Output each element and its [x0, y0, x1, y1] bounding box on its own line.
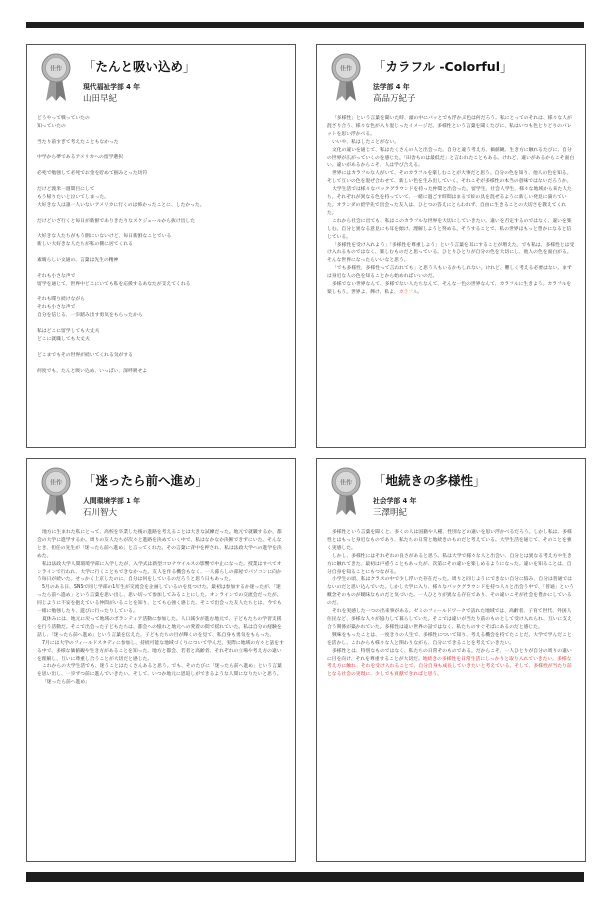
highlighted-text: 地続きの多様性を日常生活にしっかりと取り入れていきたい。多様な考え方に触れ、それを受け入れることで、自分自身も成長していきたいと考えている。そして、多様性が当たり前となる社会の実現に、少しでも貢献できればと思う。	[327, 656, 572, 678]
essay-title: 「カラフル -Colorful」	[373, 59, 513, 74]
poem-line: 必死で勉強して必死でお金を貯めて掴みとった切符	[37, 171, 148, 177]
essay-department: 現代福祉学部 4 年	[83, 83, 141, 91]
colorful-word: カラフル	[398, 289, 418, 295]
poem-line: どこに就職しても大丈夫	[37, 336, 90, 342]
poem-line: 何度でも、たんと吸い込め、いっぱい、深呼吸せよ	[37, 368, 148, 374]
paragraph-text: これから社会に出ても、私はこのカラフルな世界を大切にしていきたい。違いを否定するのではなく、違いを楽しむ。自分と異なる意見にも耳を傾け、理解しようと努める。そうすることで、私の世界はもっと豊かになると信じている。	[327, 218, 572, 240]
essay-paragraph	[327, 576, 575, 608]
stanza-gap	[37, 265, 285, 273]
essay-paragraph	[327, 170, 575, 186]
paragraph-text: 小学生の頃、私はクラスの中で少し浮いた存在だった。周りと同じようにできない自分に悩み、自分は普通ではないのだと思い込んでいた。しかし大学に入り、様々なバックグラウンドを持つ人々と出会う中で、「普通」という概念そのものが曖昧なものだと気づいた。一人ひとりが異なる存在であり、その違いこそが社会を豊かにしているのだ。	[327, 577, 574, 607]
stanza-gap	[37, 360, 285, 368]
award-medal-icon	[331, 53, 361, 103]
essay-title: 「迷ったら前へ進め」	[83, 473, 209, 488]
essay-author: 山田早紀	[83, 94, 118, 104]
essay-paragraph	[327, 632, 575, 648]
essay-paragraph	[37, 640, 285, 664]
essay-author: 高品万紀子	[373, 94, 416, 104]
essay-body	[327, 115, 575, 297]
stanza-gap	[37, 131, 285, 139]
essay-department: 社会学部 4 年	[373, 497, 417, 505]
svg-text:佳作: 佳作	[339, 65, 353, 73]
essay-paragraph	[327, 648, 575, 680]
essay-paragraph	[37, 663, 285, 679]
stanza-gap	[37, 249, 285, 257]
paragraph-text: 7月には大学のフィールドスタディに参加し、持続可能な地域づくりについて学んだ。実際に地域の方々と話をする中で、多様な価値観や生き方があることを知った。地方と都会、若者と高齢者、それぞれの立場や考え方の違いを理解し、互いに尊重し合うことが大切だと感じた。	[37, 640, 284, 662]
stanza-gap	[37, 320, 285, 328]
paragraph-text: 文化の違いを通じて、私はたくさんの人と出会った。自分と違う考え方、価値観、生き方に触れるたびに、自分の世界が広がっていくのを感じた。「田舎ものは最低だ」と言われたこともある。けれど、違いがあるからこそ面白い。違いがあるからこそ、人は学び合える。	[327, 147, 575, 169]
poem-line: だけどいざ行くと毎日が新鮮でありきたりなスケジュールから抜け出した	[37, 218, 196, 224]
paragraph-text: いいや、私はしたことがない。	[332, 139, 400, 145]
essay-panel-3	[26, 458, 296, 862]
stanza-gap	[37, 162, 285, 170]
essay-department: 人間環境学部 1 年	[83, 497, 141, 505]
essay-author: 三澤明紀	[373, 508, 408, 518]
paragraph-text: それを実感した一つの出来事がある。ゼミのフィールドワークで訪れた地域では、高齢者、子育て世代、外国人住民など、多様な人々が協力して暮らしていた。そこでは違いが当たり前のものとして受け入れられ、互いに支え合う関係が築かれていた。多様性は遠い世界の話ではなく、私たちのすぐそばにあるのだと感じた。	[327, 609, 572, 630]
stanza-gap	[37, 178, 285, 186]
essay-paragraph	[327, 553, 575, 577]
stanza-gap	[37, 147, 285, 155]
top-rule	[26, 22, 584, 28]
paragraph-text: 夏休みには、地元に戻って地域のボランティア活動に参加した。人口減少が進む地元で、子どもたちの学習支援を行う活動だ。そこで出会った子どもたちは、都会への憧れと地元への愛着の間で揺れていた。私は自分の経験を話し、「迷ったら前へ進め」という言葉を伝えた。子どもたちの目が輝くのを見て、私自身も勇気をもらった。	[37, 616, 282, 638]
poem-line: 私はどこに留学しても大丈夫	[37, 329, 100, 335]
essay-paragraph: 多様でない世界なんて、多様でない人たちなんて、そんな一色の世界なんて、カラフルに生きよう。カラフルを楽しもう。世界よ、輝け、私よ、カラフル。	[327, 282, 572, 295]
essay-body	[37, 529, 285, 687]
paragraph-text: 世界にはカラフルな人がいて、そのカラフルを楽しむことが大事だと思う。自分の色を知り、他人の色を知る。そして互いの色を混ぜ合わせて、新しい色を生み出していく。それこそが多様性の本当の意味ではないだろうか。	[327, 171, 572, 185]
stanza-gap	[37, 210, 285, 218]
essay-panel-1	[26, 44, 296, 448]
paragraph-text: 興味をもったことは、一度きりの人生で、多様性について知り、考える機会を持てたことだ。大学で学んだことを活かし、これからも様々な人と関わりながら、自分にできることを考えていきたい。	[327, 632, 572, 646]
paragraph-text: しかし、多様性にはそれぞれの良さがあると思う。私は大学で様々な人と出会い、自分とは異なる考え方や生き方に触れてきた。最初は戸惑うこともあったが、次第にその違いを楽しめるようになった。違いを知ることは、自分自身を知ることにもつながる。	[327, 553, 572, 575]
essay-author: 石川智大	[83, 508, 118, 518]
essay-paragraph	[37, 529, 285, 561]
poem-line: もう帰りたいと泣いてしまった。	[37, 194, 109, 200]
poem-line: どこまでもその世界が続いてくれる気がする	[37, 352, 133, 358]
poem-line: 自分を信じる、一歩踏み出す勇気をもらったから	[37, 313, 143, 319]
paragraph-text: 5月のある日、SNSで同じ学部の1年生が交流会を企画しているのを見つけた。最初は参加するか迷ったが、「迷ったら前へ進め」という言葉を思い出し、思い切って参加してみることにした。オンラインでの交流会だったが、同じように不安を抱えている仲間がいることを知り、とても心強く感じた。そこで出会った友人たちとは、今でも一緒に勉強したり、遊びに行ったりしている。	[37, 585, 282, 615]
bottom-rule	[26, 872, 584, 882]
svg-text:佳作: 佳作	[49, 479, 63, 487]
essay-paragraph	[37, 616, 285, 640]
award-medal-icon	[41, 53, 71, 103]
paragraph-text: 地方に生まれた私にとって、高校を卒業した後の進路を考えることは大きな試練だった。地元で就職するか、都会の大学に進学するか。周りの友人たちが次々と進路を決めていく中で、私はなかなか決断できずにいた。そんなとき、担任の先生が「迷ったら前へ進め」と言ってくれた。その言葉に背中を押され、私は法政大学への進学を決めた。	[37, 530, 282, 559]
essay-paragraph	[37, 561, 285, 585]
essay-paragraph	[327, 529, 575, 553]
stanza-gap	[37, 344, 285, 352]
essay-paragraph	[327, 147, 575, 171]
poem-line: それも喋り続けながら	[37, 297, 85, 303]
poem-line: 知っていたの	[37, 123, 66, 129]
paragraph-text: 「多様性を受け入れよう」「多様性を尊重しよう」という言葉を耳にすることが増えた。でも私は、多様性とは受け入れるものではなく、楽しむものだと思っている。ひとりひとりが自分の色を大切にし、他人の色を面白がる。そんな世界になったらいいなと思う。	[327, 242, 575, 264]
paragraph-text: これからの大学生活でも、迷うことはたくさんあると思う。でも、そのたびに「迷ったら前へ進め」という言葉を思い出し、一歩ずつ前に進んでいきたい。そして、いつか地元に恩返しができるような人間になりたいと思う。	[37, 664, 282, 678]
essay-body	[327, 529, 575, 679]
poem-line: 大好きな人たちがもう側にいないけど、毎日新鮮なことでいる	[37, 234, 172, 240]
award-medal-icon	[331, 467, 361, 517]
essay-title: 「たんと吸い込め」	[83, 59, 196, 74]
essay-panel-2	[316, 44, 586, 448]
poem-line: それも小さな声で	[37, 273, 76, 279]
poem-line: 新しい大好きな人たちが私の側に居てくれる	[37, 242, 133, 248]
poem-line: 中学から夢であるアメリカへの留学選択	[37, 155, 124, 161]
paragraph-text: 「迷ったら前へ進め」	[42, 680, 90, 686]
essay-paragraph	[327, 608, 575, 632]
essay-paragraph	[37, 584, 285, 616]
poem-line: 素晴らしい文通の、言葉は先生の精神	[37, 258, 119, 264]
essay-paragraph	[327, 265, 575, 281]
essay-department: 法学部 4 年	[373, 83, 410, 91]
essay-paragraph	[327, 139, 575, 147]
svg-text:佳作: 佳作	[339, 479, 353, 487]
poem-line: 大好きな人は誰一人いないアメリカに行くのは怖かったことに、したかった。	[37, 202, 205, 208]
paragraph-text: 多様でない世界なんて、多様でない人たちなんて、そんな一色の世界なんて、カラフルに生きよう。カラフルを楽しもう。世界よ、輝け、私よ、	[327, 282, 572, 295]
paragraph-text: 多様性とは、特別なものではなく、私たちの日常そのものである。だからこそ、一人ひとりが自分の周りの違いに目を向け、それを尊重することが大切だ。	[327, 648, 572, 662]
essay-body	[37, 115, 285, 375]
poem-line: 留学を通じて、世界中どこにいても私を応援するあなたが支えてくれる	[37, 281, 191, 287]
essay-paragraph	[37, 679, 285, 687]
award-medal-icon	[41, 467, 71, 517]
stanza-gap	[37, 289, 285, 297]
paragraph-text: 多様性という言葉を聞くと、多くの人は国籍や人種、性別などの違いを思い浮かべるだろう。しかし私は、多様性とはもっと身近なものであり、私たちの日常と地続きのものだと考えている。大学生活を通じて、そのことを強く実感した。	[327, 530, 572, 551]
essay-title: 「地続きの多様性」	[373, 473, 486, 488]
paragraph-text: 大学生活では様々なバックグラウンドを持った仲間と出会った。留学生、社会人学生、様々な地域から来た人たち。それぞれが異なる色を持っていて、一緒に過ごす時間はまるで絵の具を混ぜるように新しい発見に満ちていた。オランダの留学先で出会った友人は、ひとつの答えにとらわれず、自由に生きることの大切さを教えてくれた。	[327, 187, 572, 216]
stanza-gap	[37, 225, 285, 233]
svg-text:佳作: 佳作	[49, 65, 63, 73]
paragraph-text: 「多様性」という言葉を聞いた時、頭の中にパッとでも浮かぶ色は何だろう。私にとってのそれは、様々な人が混ざり合う、様々な色が入り混じったイメージだ。多様性という言葉を聞くたびに、私はいつも色とりどりのパレットを思い浮かべる。	[327, 116, 572, 137]
paragraph-text: 「でも多様性、多様性って言われても」と思う人もいるかもしれない。けれど、難しく考える必要はない。まずは身近な人の色を知ることから始めればいいのだ。	[327, 266, 572, 280]
essay-paragraph	[327, 186, 575, 218]
poem-line: どうやって戦っていたの	[37, 116, 90, 121]
paragraph-text: 私は法政大学人間環境学部に入学したが、入学式は新型コロナウイルスの影響で中止になった。授業はすべてオンラインで行われ、大学に行くこともできなかった。友人を作る機会もなく、一人暮らしの部屋でパソコンに向かう毎日が続いた。せっかく上京したのに、自分は何をしているのだろうと思う日もあった。	[37, 561, 282, 583]
essay-paragraph	[327, 115, 575, 139]
poem-line: 当たり前すぎて考えたこともなかった	[37, 139, 119, 145]
poem-line: だけど渡米一週間目にして	[37, 187, 95, 193]
poem-line: それも小さな声で	[37, 305, 76, 311]
essay-paragraph	[327, 218, 575, 242]
essay-panel-4	[316, 458, 586, 862]
essay-paragraph	[327, 242, 575, 266]
